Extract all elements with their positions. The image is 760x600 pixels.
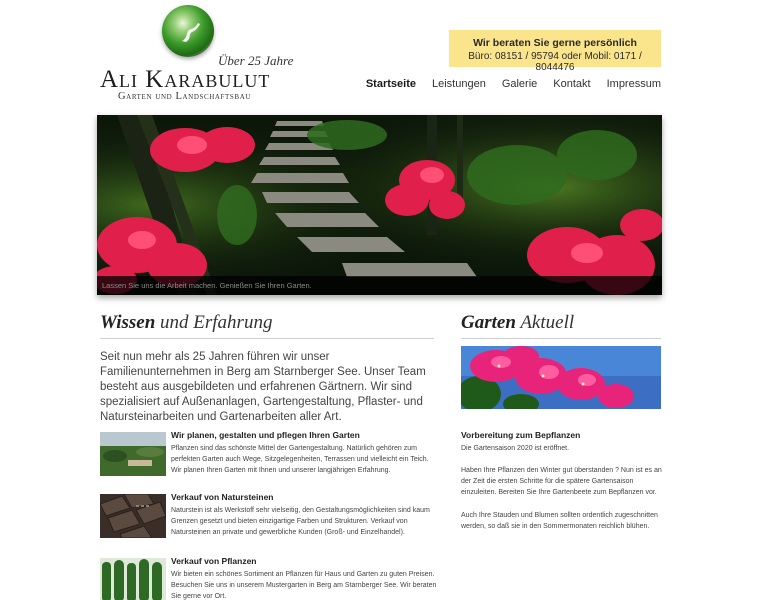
feature-title: Verkauf von Natursteinen	[171, 492, 274, 502]
feature-title: Verkauf von Pflanzen	[171, 556, 257, 566]
nav-item-kontakt[interactable]: Kontakt	[553, 78, 591, 90]
news-paragraph: Auch Ihre Stauden und Blumen sollten ordentlich zugeschnitten werden, so daß sie in den Sommermonaten reichlich blühen.	[461, 512, 658, 530]
contact-heading: Wir beraten Sie gerne persönlich	[473, 37, 637, 49]
logo-company-name: Ali Karabulut	[100, 66, 271, 93]
news-section	[461, 312, 662, 530]
nav-item-impressum[interactable]: Impressum	[606, 78, 661, 90]
news-paragraph: Haben Ihre Pflanzen den Winter gut überstanden ? Nun ist es an der Zeit die ersten Schritte für die spätere Gartensaison einzuleiten. Bereiten Sie Ihre Gartenbeete zum Bepflanzen vor.	[461, 467, 662, 496]
main-nav	[366, 78, 661, 90]
news-heading: Garten Aktuell	[461, 312, 661, 339]
logo-subtitle: Garten und Landschaftsbau	[118, 91, 252, 102]
feature-title: Wir planen, gestalten und pflegen Ihren Garten	[171, 430, 360, 440]
logo-tagline: Über 25 Jahre	[218, 53, 294, 68]
stones-thumbnail[interactable]	[100, 494, 166, 538]
contact-box	[449, 30, 661, 73]
garden-thumbnail[interactable]	[100, 432, 166, 476]
plants-thumbnail[interactable]	[100, 558, 166, 600]
news-image	[461, 346, 661, 409]
feature-text: Wir bieten ein schönes Sortiment an Pflanzen für Haus und Garten zu guten Preisen. Besuchen Sie uns in unserem Mustergarten in Berg am Starnberger See. Wir beraten Sie gerne vor Ort.	[171, 571, 437, 600]
hero-caption: Lassen Sie uns die Arbeit machen. Genießen Sie Ihren Garten.	[97, 276, 662, 295]
contact-phone-numbers: Büro: 08151 / 95794 oder Mobil: 0171 / 8044476	[468, 51, 642, 73]
about-section	[100, 312, 434, 425]
hero-banner	[97, 115, 662, 295]
nav-item-galerie[interactable]: Galerie	[501, 78, 538, 90]
nav-item-startseite[interactable]: Startseite	[365, 78, 416, 90]
hero-garden-image	[97, 115, 662, 295]
feature-text: Pflanzen sind das schönste Mittel der Gartengestaltung. Natürlich gehören zum perfekten Garten auch Wege, Sitzgelegenheiten, Terrassen und vielleicht ein Teich. Wir planen Ihren Garten mit Ihnen und unserer langjährigen Erfahrung.	[171, 445, 429, 474]
about-intro-text: Seit nun mehr als 25 Jahren führen wir unser Familienunternehmen in Berg am Starnberger See. Unser Team besteht aus ausgebildeten und erfahrenen Gärtnern. Wir sind spezialisiert auf Außenanlagen, Gartengestaltung, Pflaster- und Natursteinarbeiten und Gartenarbeiten aller Art.	[100, 351, 426, 423]
feature-text: Naturstein ist als Werkstoff sehr vielseitig, den Gestaltungsmöglichkeiten sind kaum Grenzen gesetzt und bieten einzigartige Farben und Strukturen. Verkauf von Natursteinen an private und gewerbliche Kunden (Groß- und Einzelhandel).	[171, 507, 430, 536]
logo[interactable]	[100, 5, 294, 102]
nav-item-leistungen[interactable]: Leistungen	[431, 78, 486, 90]
about-heading: Wissen und Erfahrung	[100, 312, 434, 339]
garden-path-logo-icon	[162, 5, 214, 57]
news-title: Vorbereitung zum Bepflanzen	[461, 430, 581, 440]
news-paragraph: Die Gartensaison 2020 ist eröffnet.	[461, 445, 570, 452]
